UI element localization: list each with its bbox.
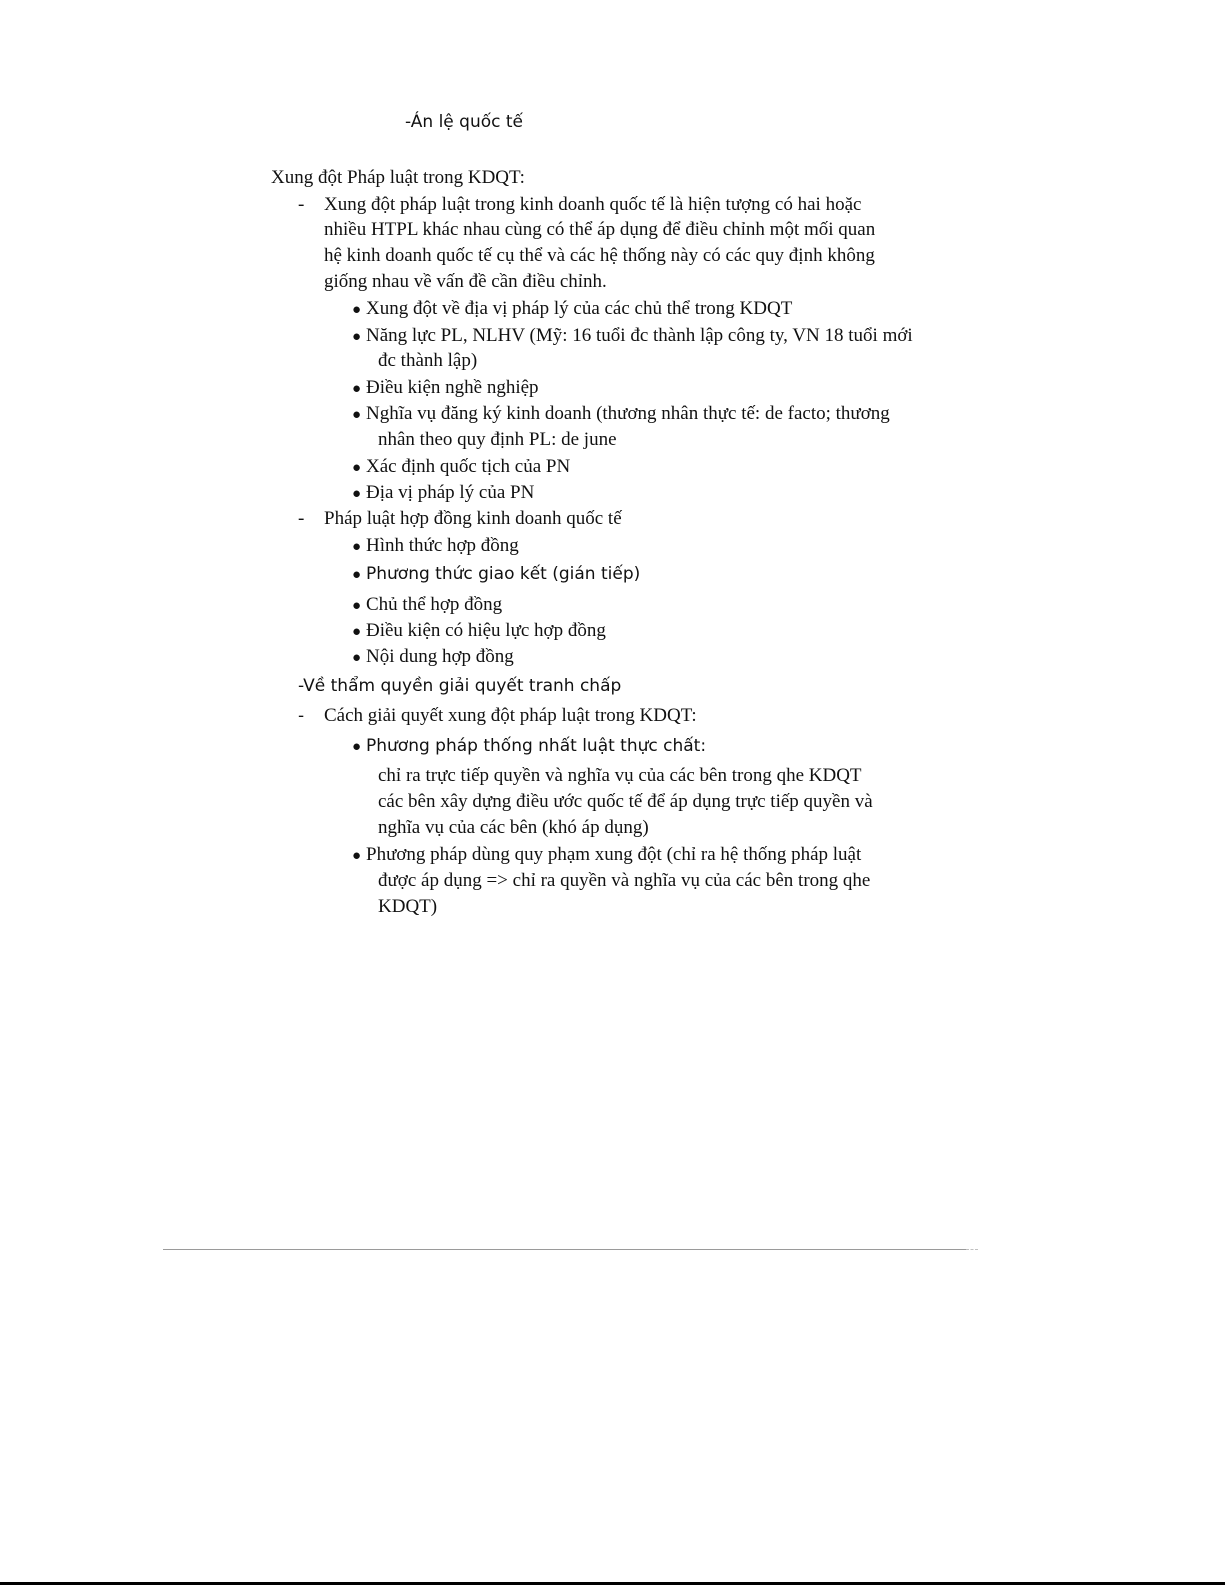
dash-marker: - xyxy=(298,194,305,215)
list-item xyxy=(352,533,519,560)
list-item xyxy=(352,323,913,350)
dash-marker: - xyxy=(298,508,305,529)
list-item-text: Hình thức hợp đồng xyxy=(366,535,519,556)
definition-line: Xung đột pháp luật trong kinh doanh quốc tế là hiện tượng có hai hoặc xyxy=(324,194,862,215)
list-item xyxy=(352,401,890,428)
definition-line: giống nhau về vấn đề cần điều chỉnh. xyxy=(324,271,607,292)
list-item xyxy=(352,296,792,323)
footer-divider xyxy=(163,1249,966,1250)
list-item xyxy=(352,375,539,402)
list-item-text: Điều kiện nghề nghiệp xyxy=(366,377,539,398)
bullet-icon: ● xyxy=(352,650,362,666)
list-item-text: Phương pháp dùng quy phạm xung đột (chỉ ra hệ thống pháp luật xyxy=(366,844,862,865)
list-item xyxy=(352,733,706,760)
case-law-heading: -Án lệ quốc tế xyxy=(405,112,523,132)
bullet-icon: ● xyxy=(352,407,362,423)
list-item xyxy=(352,454,570,481)
list-item-text: Nội dung hợp đồng xyxy=(366,646,514,667)
contract-law-title: Pháp luật hợp đồng kinh doanh quốc tế xyxy=(324,508,622,529)
section-title: Xung đột Pháp luật trong KDQT: xyxy=(271,167,525,188)
dash-marker: - xyxy=(298,706,305,726)
bullet-icon: ● xyxy=(352,848,362,864)
method-line: KDQT) xyxy=(378,896,438,917)
bullet-icon: ● xyxy=(352,329,362,345)
definition-line: nhiều HTPL khác nhau cùng có thể áp dụng để điều chỉnh một mối quan xyxy=(324,219,876,240)
bullet-icon: ● xyxy=(352,381,362,397)
jurisdiction-heading: -Về thẩm quyền giải quyết tranh chấp xyxy=(298,676,622,696)
list-item-text: Năng lực PL, NLHV (Mỹ: 16 tuổi đc thành lập công ty, VN 18 tuổi mới xyxy=(366,325,913,346)
list-item-text: Địa vị pháp lý của PN xyxy=(366,482,535,503)
list-item xyxy=(352,480,534,507)
bullet-icon: ● xyxy=(352,302,362,318)
list-item-text: Điều kiện có hiệu lực hợp đồng xyxy=(366,620,606,641)
bullet-icon: ● xyxy=(352,598,362,614)
definition-line: hệ kinh doanh quốc tế cụ thể và các hệ thống này có các quy định không xyxy=(324,245,875,266)
bullet-icon: ● xyxy=(352,739,362,755)
list-item-text: Phương pháp thống nhất luật thực chất: xyxy=(366,736,707,756)
list-item-text: Nghĩa vụ đăng ký kinh doanh (thương nhân thực tế: de facto; thương xyxy=(366,403,890,424)
bullet-icon: ● xyxy=(352,460,362,476)
bullet-icon: ● xyxy=(352,486,362,502)
list-item-text: Xác định quốc tịch của PN xyxy=(366,456,571,477)
list-item xyxy=(352,592,502,619)
list-item-text: Phương thức giao kết (gián tiếp) xyxy=(366,564,641,584)
footer-divider-tail xyxy=(966,1249,978,1250)
bullet-icon: ● xyxy=(352,539,362,555)
method-line: các bên xây dựng điều ước quốc tế để áp dụng trực tiếp quyền và xyxy=(378,791,873,812)
method-line: nghĩa vụ của các bên (khó áp dụng) xyxy=(378,817,649,838)
method-line: được áp dụng => chỉ ra quyền và nghĩa vụ của các bên trong qhe xyxy=(378,870,871,891)
list-item xyxy=(352,644,514,671)
method-line: chỉ ra trực tiếp quyền và nghĩa vụ của các bên trong qhe KDQT xyxy=(378,765,862,786)
resolution-title: Cách giải quyết xung đột pháp luật trong KDQT: xyxy=(324,705,697,726)
list-item xyxy=(352,618,606,645)
bullet-icon: ● xyxy=(352,624,362,640)
list-item xyxy=(352,561,640,588)
list-item-continuation: nhân theo quy định PL: de june xyxy=(378,429,617,450)
bullet-icon: ● xyxy=(352,567,362,583)
list-item-text: Chủ thể hợp đồng xyxy=(366,594,503,615)
list-item-text: Xung đột về địa vị pháp lý của các chủ thể trong KDQT xyxy=(366,298,793,319)
list-item-continuation: đc thành lập) xyxy=(378,350,478,371)
list-item xyxy=(352,842,861,869)
